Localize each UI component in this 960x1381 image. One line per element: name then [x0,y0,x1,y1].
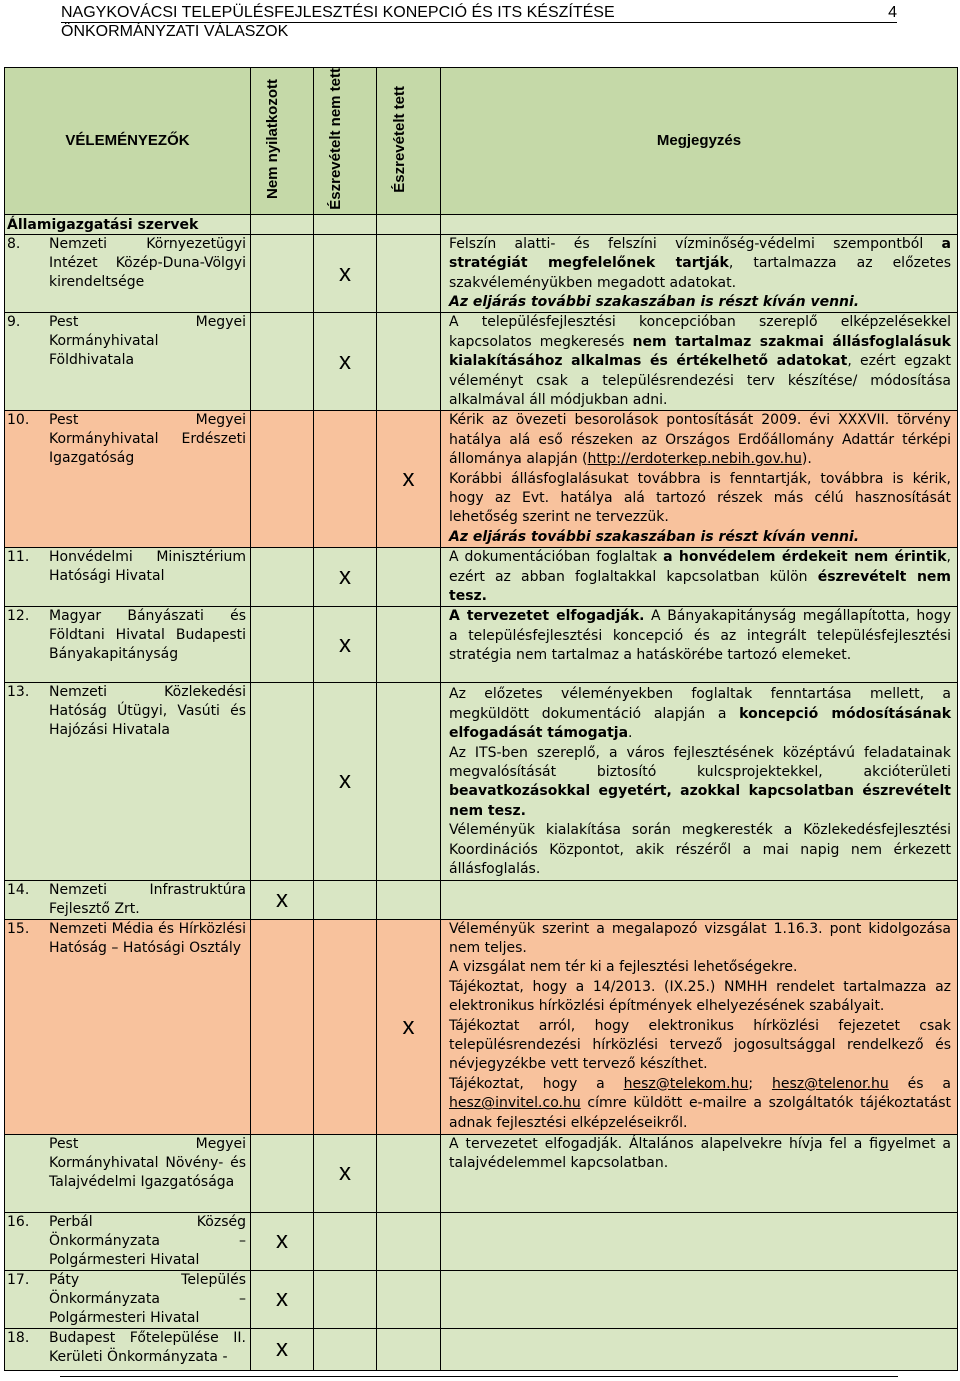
table-row [5,1212,958,1270]
header-title-line [61,4,897,23]
reviewer-cell: 11. Honvédelmi Minisztérium Hatósági Hivatal [5,548,251,607]
table-row [5,607,958,683]
col-header-no-statement: Nem nyilatkozott [251,68,314,215]
reviewer-cell: 14. Nemzeti Infrastruktúra Fejlesztő Zrt. [5,880,251,919]
table-row [5,1270,958,1328]
email-link-telenor[interactable]: hesz@telenor.hu [771,1075,889,1092]
table-row [5,1328,958,1370]
no-remark-mark: x [314,607,377,683]
email-link-telekom[interactable]: hesz@telekom.hu [623,1075,749,1092]
no-remark-mark: x [314,313,377,411]
reviewer-cell: Pest Megyei Kormányhivatal Növény- és Talajvédelmi Igazgatósága [5,1134,251,1212]
category-row [5,214,958,234]
reviewer-cell: 8. Nemzeti Környezetügyi Intézet Közép-Duna-Völgyi kirendeltsége [5,234,251,313]
no-statement-mark: x [251,880,314,919]
email-link-invitel[interactable]: hesz@invitel.co.hu [449,1095,581,1112]
reviewer-cell: 10. Pest Megyei Kormányhivatal Erdészeti Igazgatóság [5,411,251,548]
note-cell: Az előzetes véleményekben foglaltak fenntartása mellett, a megküldött dokumentáció alapján a koncepció módosításának elfogadását támogatja. Az ITS-ben szereplő, a város fejlesztésének középtávú feladatainak megvalósítását biztosító kulcsprojektekkel, akcióterületi beavatkozásokkal egyetért, azokkal kapcsolatban észrevételt nem tesz. Véleményük kialakítása során megkeresték a Közlekedésfejlesztési Koordinációs Központot, akik részéről a mai napig nem érkezett állásfoglalás. [441,683,958,880]
erdoterkep-link[interactable]: http://erdoterkep.nebih.gov.hu [587,451,802,468]
table-header-row [5,68,958,215]
col-header-no-remark: Észrevételt nem tett [314,68,377,215]
reviewer-cell: 12. Magyar Bányászati és Földtani Hivatal Budapesti Bányakapitányság [5,607,251,683]
table-row [5,880,958,919]
reviewer-cell: 16. Perbál Község Önkormányzata – Polgármesteri Hivatal [5,1212,251,1270]
table-row [5,1134,958,1212]
category-label: Államigazgatási szervek [5,214,251,234]
no-remark-mark: x [314,683,377,880]
no-remark-mark: x [314,234,377,313]
reviewer-cell: 13. Nemzeti Közlekedési Hatóság Útügyi, Vasúti és Hajózási Hivatala [5,683,251,880]
table-row [5,683,958,880]
note-cell: A tervezetet elfogadják. Általános alapelvekre hívja fel a figyelmet a talajvédelemmel kapcsolatban. [441,1134,958,1212]
table-row [5,313,958,411]
no-remark-mark: x [314,1134,377,1212]
page-header [61,4,897,41]
note-cell: Kérik az övezeti besorolások pontosítását 2009. évi XXXVII. törvény hatálya alá eső részeken az Országos Erdőállomány Adattár térképi állománya alapján (http://erdoterkep.nebih.gov.hu). Korábbi állásfoglalásukat továbbra is fenntartják, továbbra is kérik, hogy az Evt. hatálya alá tartozó részek más célú hasznosítását lehetőség szerint ne tervezzük. Az eljárás további szakaszában is részt kíván venni. [441,411,958,548]
note-cell: A tervezetet elfogadják. A Bányakapitányság megállapította, hogy a településfejlesztési koncepció és az integrált településfejlesztési stratégia nem tartalmaz a hatáskörébe tartozó elemeket. [441,607,958,683]
table-row [5,411,958,548]
document-title: NAGYKOVÁCSI TELEPÜLÉSFEJLESZTÉSI KONEPCIÓ ÉS ITS KÉSZÍTÉSE [61,4,615,21]
no-statement-mark: x [251,1270,314,1328]
no-statement-mark: x [251,1212,314,1270]
no-remark-mark: x [314,548,377,607]
reviewer-cell: 15. Nemzeti Média és Hírközlési Hatóság – Hatósági Osztály [5,919,251,1134]
reviewer-cell: 18. Budapest Főtelepülése II. Kerületi Önkormányzata - [5,1328,251,1370]
remark-mark: x [377,411,441,548]
reviewer-cell: 17. Páty Település Önkormányzata – Polgármesteri Hivatal [5,1270,251,1328]
table-row [5,919,958,1134]
document-subtitle: ÖNKORMÁNYZATI VÁLASZOK [61,23,289,40]
col-header-remark: Észrevételt tett [377,68,441,215]
remark-mark: x [377,919,441,1134]
table-row [5,234,958,313]
col-header-note: Megjegyzés [441,68,958,215]
col-header-reviewers: VÉLEMÉNYEZŐK [5,68,251,215]
opinions-table [4,67,958,1371]
page-number: 4 [888,4,897,21]
note-cell: A dokumentációban foglaltak a honvédelem érdekeit nem érintik, ezért az abban foglaltakkal kapcsolatban külön észrevételt nem tesz. [441,548,958,607]
note-cell: A településfejlesztési koncepcióban szereplő elképzelésekkel kapcsolatos megkeresés nem tartalmaz szakmai állásfoglalásuk kialakításához alkalmas és értékelhető adatokat, ezért egzakt véleményt csak a településrendezési terv készítése/ módosítása alkalmával áll módjukban adni. [441,313,958,411]
no-statement-mark: x [251,1328,314,1370]
note-cell: Véleményük szerint a megalapozó vizsgálat 1.16.3. pont kidolgozása nem teljes. A vizsgálat nem tér ki a fejlesztési lehetőségekre. Tájékoztat, hogy a 14/2013. (IX.25.) NMHH rendelet tartalmazza az elektronikus hírközlési építmények elhelyezésének szabályait. Tájékoztat arról, hogy elektronikus hírközlési fejezetet csak településrendezési hírközlési tervező jogosultsággal rendelkező és névjegyzékbe vett tervező készíthet. Tájékoztat, hogy a hesz@telekom.hu; hesz@telenor.hu és a hesz@invitel.co.hu címre küldött e-mailre a szolgáltatók tájékoztatást adnak fejlesztési elképzeléseikről. [441,919,958,1134]
note-cell: Felszín alatti- és felszíni vízminőség-védelmi szempontból a stratégiát megfelelőnek tartják, tartalmazza az előzetes szakvéleményükben megadott adatokat. Az eljárás további szakaszában is részt kíván venni. [441,234,958,313]
table-row [5,548,958,607]
reviewer-cell: 9. Pest Megyei Kormányhivatal Földhivatala [5,313,251,411]
footer-rule [60,1376,898,1377]
